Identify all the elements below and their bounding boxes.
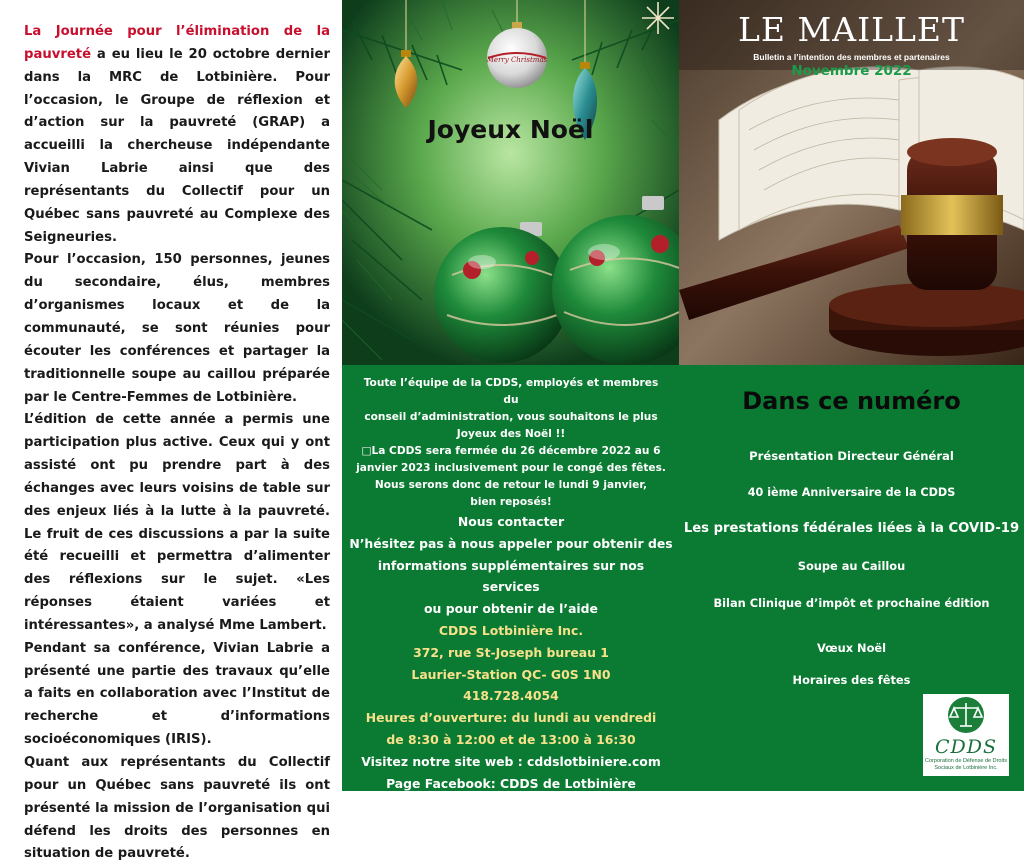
article-paragraph-1	[24, 21, 330, 249]
article-title: La Journée pour l’élimination de la pauvreté	[24, 24, 330, 62]
wishes-line: Nous serons donc de retour le lundi 9 janvier,	[374, 479, 648, 491]
masthead	[679, 10, 1024, 79]
contact-section	[348, 511, 674, 794]
christmas-illustration	[342, 0, 679, 365]
contact-address-1: 372, rue St-Joseph bureau 1	[413, 644, 609, 660]
info-panel	[342, 365, 679, 791]
article-paragraph-2: Pour l’occasion, 150 personnes, jeunes du secondaire, élus, membres d’organismes locaux et de la communauté, se sont réunies pour écouter les conférences et partager la traditionnelle soupe au caillou préparée par le Centre-Femmes de Lotbinière.	[24, 252, 330, 405]
article-paragraph-5: Quant aux représentants du Collectif pour un Québec sans pauvreté ils ont présenté la mission de l’organisation qui défend les droits des personnes en situation de pauvreté.	[24, 755, 330, 862]
gavel-head-icon	[901, 138, 1003, 290]
holiday-wishes	[356, 375, 666, 511]
wishes-line: □La CDDS sera fermée du 26 décembre 2022 au 6	[361, 445, 661, 457]
contact-org: CDDS Lotbinière Inc.	[438, 622, 584, 638]
contact-address-2: Laurier-Station QC- G0S 1N0	[411, 666, 611, 682]
contact-heading: Nous contacter	[457, 514, 565, 529]
contact-facebook[interactable]: Page Facebook: CDDS de Lotbinière	[386, 775, 636, 791]
contact-line: N’hésitez pas à nous appeler pour obtenir des	[349, 535, 673, 551]
wishes-line: conseil d’administration, vous souhaitons le plus	[364, 411, 658, 423]
newsletter-date: Novembre 2022	[791, 63, 912, 79]
contact-phone: 418.728.4054	[463, 688, 559, 704]
scales-of-justice-icon	[923, 694, 1009, 738]
toc-item[interactable]: Les prestations fédérales liées à la COVID-19	[683, 521, 1020, 536]
wishes-line: Joyeux des Noël !!	[456, 428, 566, 440]
toc-item[interactable]: Bilan Clinique d’impôt et prochaine édition	[713, 596, 990, 610]
toc-item[interactable]: Vœux Noël	[816, 641, 887, 655]
toc-panel	[679, 365, 1024, 791]
article-paragraph-1-text: a eu lieu le 20 octobre dernier dans la MRC de Lotbinière. Pour l’occasion, le Groupe de réflexion et d’action sur la pauvreté (GRAP) a accueilli la chercheuse indépendante Vivian Labrie ainsi que des représentants du Collectif pour un Québec sans pauvreté au Complexe des Seigneuries.	[24, 46, 331, 245]
article-body	[24, 21, 330, 866]
wishes-line: bien reposés!	[470, 496, 552, 508]
contact-line: informations supplémentaires sur nos services	[377, 557, 645, 595]
contact-hours-1: Heures d’ouverture: du lundi au vendredi	[365, 710, 657, 726]
contact-line: ou pour obtenir de l’aide	[424, 601, 598, 617]
toc-item[interactable]: Présentation Directeur Général	[749, 449, 954, 463]
toc-heading: Dans ce numéro	[742, 387, 961, 415]
newsletter-title: LE MAILLET	[737, 10, 966, 49]
ornament-text: Merry Christmas	[486, 56, 548, 64]
wishes-line: janvier 2023 inclusivement pour le congé des fêtes.	[356, 462, 666, 474]
newsletter-subtitle: Bulletin a l’intention des membres et partenaires	[753, 52, 950, 62]
article-paragraph-4: Pendant sa conférence, Vivian Labrie a présenté une partie des travaux qu’elle a faits en collaboration avec l’Institut de recherche et d’informations socioéconomiques (IRIS).	[24, 640, 330, 748]
contact-hours-2: de 8:30 à 12:00 et de 13:00 à 16:30	[386, 731, 636, 747]
christmas-greeting: Joyeux Noël	[427, 115, 594, 144]
toc-item[interactable]: 40 ième Anniversaire de la CDDS	[747, 486, 956, 499]
article-column	[0, 0, 342, 862]
toc-item[interactable]: Soupe au Caillou	[797, 559, 906, 573]
cdds-logo	[923, 694, 1009, 776]
christmas-image	[342, 0, 679, 365]
logo-name: CDDS	[934, 736, 998, 758]
logo-tagline: Corporation de Défense de Droits Sociaux de Lotbinière Inc.	[925, 758, 1007, 771]
toc-item[interactable]: Horaires des fêtes	[792, 673, 911, 687]
bullet-icon: □	[361, 445, 372, 457]
article-paragraph-3: L’édition de cette année a permis une participation plus active. Ceux qui y ont assisté ont pu prendre part à des échanges avec leurs voisins de table sur des enjeux liés à la lutte à la pauvreté. Le fruit de ces discussions a par la suite été recueilli et permettra d’alimenter des réflexions sur le sujet. «Les réponses étaient variées et intéressantes», a analysé Mme Lambert.	[24, 412, 330, 633]
contact-website[interactable]: Visitez notre site web : cddslotbiniere.com	[361, 753, 661, 769]
wishes-line: Toute l’équipe de la CDDS, employés et membres du	[363, 377, 659, 406]
